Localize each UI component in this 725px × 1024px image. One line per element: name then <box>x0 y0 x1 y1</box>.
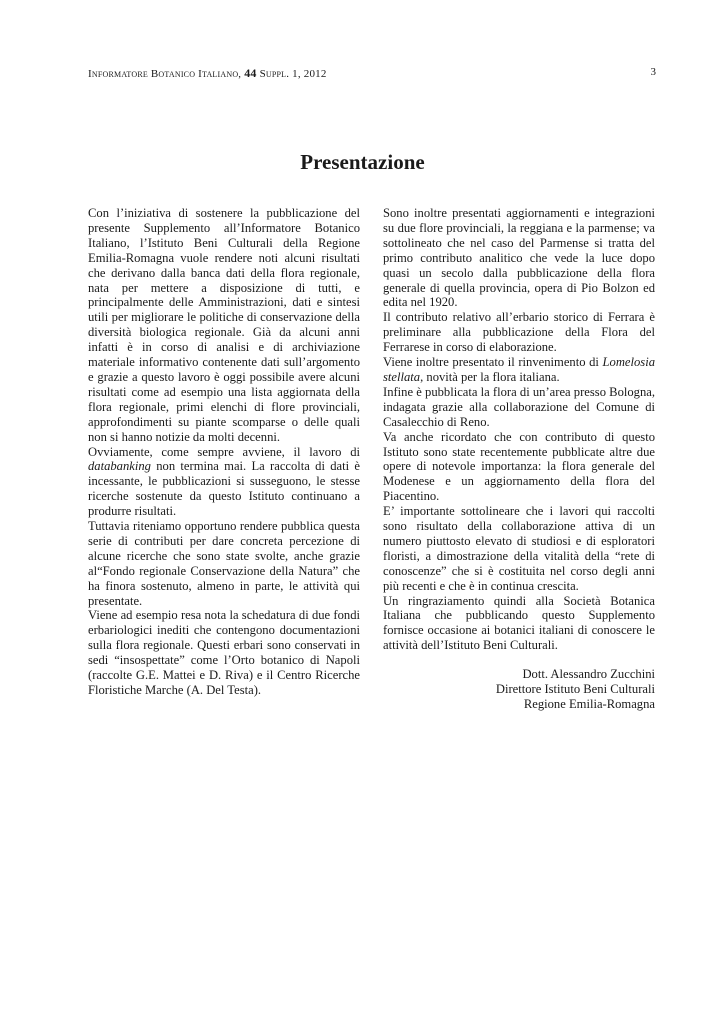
left-column <box>88 206 360 698</box>
signatory-role: Direttore Istituto Beni Culturali <box>495 682 655 697</box>
paragraph: Sono inoltre presentati aggiornamenti e integrazioni su due flore provinciali, la reggiana e la parmense; va sottolineato che nel caso del Parmense si tratta del primo contributo analitico che vede la luce dopo quasi un secolo dalla pubblicazione della flora generale di quella provincia, opera di Pio Bolzon ed edita nel 1920. <box>383 206 655 310</box>
italic-term: databanking <box>88 459 151 474</box>
journal-name: Informatore Botanico Italiano, <box>88 68 242 80</box>
running-head <box>88 66 656 81</box>
paragraph: Infine è pubblicata la flora di un’area presso Bologna, indagata grazie alla collaborazione del Comune di Casalecchio di Reno. <box>383 384 655 429</box>
paragraph: Va anche ricordato che con contributo di questo Istituto sono state recentemente pubblicate altre due opere di notevole importanza: la flora generale del Modenese e un aggiornamento della flora del Piacentino. <box>383 429 655 504</box>
paragraph: E’ importante sottolineare che i lavori qui raccolti sono risultato della collaborazione attiva di un numero piuttosto elevato di studiosi e di esploratori floristi, a dimostrazione della vitalità della “rete di conoscenze” che si è costituita nel corso degli anni più recenti e che è in continua crescita. <box>383 504 655 593</box>
text-run: non termina mai. La raccolta di dati è incessante, le pubblicazioni si susseguono, le stesse ricerche sostenute da questo Istituto continuano a produrre risultati. <box>88 459 360 519</box>
volume-number: 44 <box>244 66 257 80</box>
signatory-organization: Regione Emilia-Romagna <box>523 697 655 711</box>
paragraph: Viene ad esempio resa nota la schedatura di due fondi erbariologici inediti che contengono documentazioni sulla flora regionale. Questi erbari sono conservati in sedi “insospettate” come l’Orto botanico di Napoli (raccolte G.E. Mattei e D. Riva) e il Centro Ricerche Floristiche Marche (A. Del Testa). <box>88 608 360 697</box>
paragraph: Il contributo relativo all’erbario storico di Ferrara è preliminare alla pubblicazione della Flora del Ferrarese in corso di elaborazione. <box>383 310 655 355</box>
supplement-label: Suppl. <box>259 68 290 80</box>
paragraph: Un ringraziamento quindi alla Società Botanica Italiana che pubblicando questo Supplemento fornisce occasione ai botanici italiani di conoscere le attività dell’Istituto Beni Culturali. <box>383 593 655 653</box>
paragraph <box>383 355 655 385</box>
text-run: , novità per la flora italiana. <box>420 369 560 384</box>
page-title: Presentazione <box>300 150 425 174</box>
paragraph: Con l’iniziativa di sostenere la pubblicazione del presente Supplemento all’Informatore Botanico Italiano, l’Istituto Beni Culturali della Regione Emilia-Romagna vuole rendere noti alcuni risultati che derivano dalla banca dati della flora regionale, nata per mettere a disposizione di tutti, e principalmente delle Amministrazioni, dati e sintesi utili per migliorare le politiche di conservazione della diversità biologica regionale. Già da alcuni anni infatti è in corso di analisi e di archiviazione materiale informativo contenente dati sull’argomento e grazie a questo lavoro è oggi possibile avere alcuni risultati come ad esempio una lista aggiornata della flora regionale, primi elenchi di flore provinciali, approfondimenti su piante scomparse o delle quali non si hanno notizie da molti decenni. <box>88 206 360 444</box>
right-column <box>383 206 655 712</box>
issue-year: 1, 2012 <box>292 68 327 80</box>
signatory-name: Dott. Alessandro Zucchini <box>522 667 655 682</box>
text-run: Ovviamente, come sempre avviene, il lavoro di <box>88 444 360 459</box>
text-run: Viene inoltre presentato il rinvenimento di <box>383 355 603 370</box>
page-number: 3 <box>650 66 656 78</box>
paragraph: Tuttavia riteniamo opportuno rendere pubblica questa serie di contributi per dare concreta percezione di alcune ricerche che sono state svolte, anche grazie al“Fondo regionale Conservazione della Natura” che ha finora sostenuto, almeno in parte, le attività qui presentate. <box>88 519 360 608</box>
paragraph <box>88 445 360 520</box>
italic-species: Lomelosia stellata <box>383 355 655 384</box>
signature-block <box>383 667 655 712</box>
